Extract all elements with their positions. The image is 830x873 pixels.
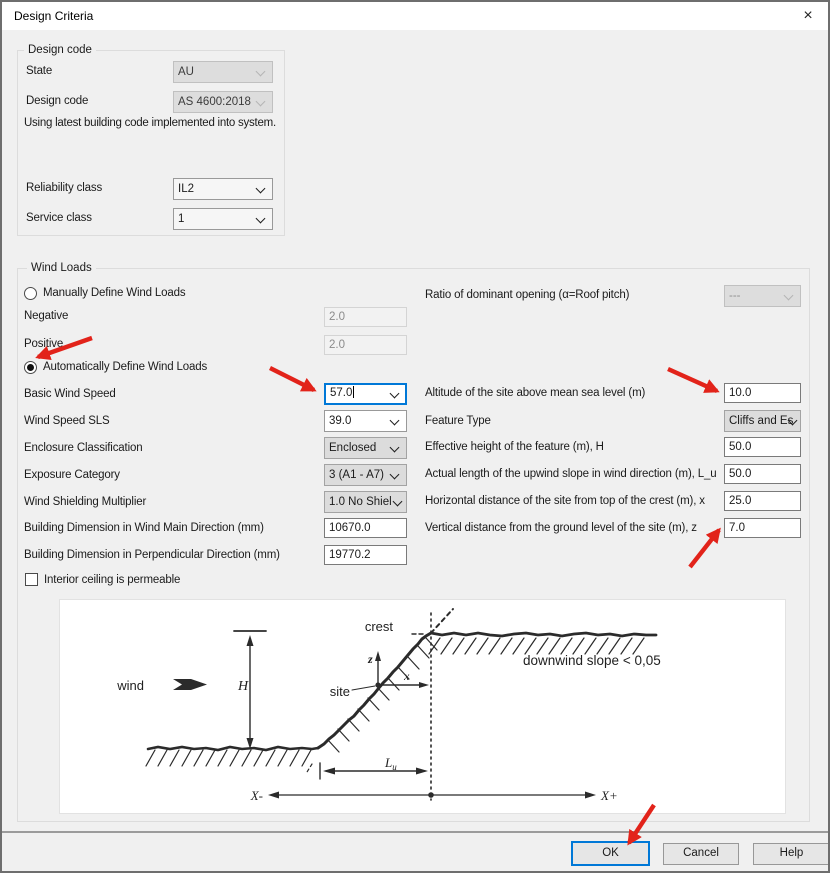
wind-direction-icon [173,679,207,690]
vertical-distance-value: 7.0 [729,522,745,534]
chevron-down-icon [784,291,794,301]
chevron-down-icon [256,67,266,77]
building-dim-main-input[interactable] [324,518,407,538]
diagram-crest-label: crest [364,619,393,634]
state-label: State [26,65,53,77]
terrain-diagram [60,600,785,813]
reliability-class-dropdown[interactable] [173,178,273,200]
diagram-x-plus-label: X+ [601,788,618,803]
service-class-label: Service class [26,212,92,224]
chevron-down-icon [256,97,266,107]
exposure-category-dropdown[interactable] [324,464,407,486]
chevron-down-icon [393,497,403,507]
text-caret [353,386,354,398]
diagram-downwind-label: downwind slope < 0,05 [523,653,661,668]
terrain-diagram-panel [59,599,786,814]
manual-wind-loads-label: Manually Define Wind Loads [43,287,186,299]
horizontal-distance-input[interactable] [724,491,801,511]
cancel-button-label: Cancel [683,847,719,859]
manual-wind-loads-radio[interactable] [24,287,37,300]
positive-value: 2.0 [329,339,345,351]
diagram-site-label: site [329,684,350,699]
wind-speed-sls-value: 39.0 [329,415,352,427]
building-dim-main-value: 10670.0 [329,522,371,534]
altitude-input[interactable] [724,383,801,403]
chevron-down-icon [390,470,400,480]
enclosure-dropdown[interactable] [324,437,407,459]
title-bar [2,2,828,30]
diagram-lu-label: $L_u$ [385,755,397,772]
reliability-class-value: IL2 [178,183,194,195]
ok-button-label: OK [602,847,619,859]
enclosure-label: Enclosure Classification [24,442,143,454]
design-code-label: Design code [26,95,89,107]
horizontal-distance-label: Horizontal distance of the site from top of the crest (m), x [425,495,705,507]
chevron-down-icon [390,443,400,453]
basic-wind-speed-label: Basic Wind Speed [24,388,116,400]
chevron-down-icon [390,389,400,399]
upwind-slope-length-value: 50.0 [729,468,752,480]
design-code-dropdown [173,91,273,113]
effective-height-label: Effective height of the feature (m), H [425,441,604,453]
building-dim-perp-label: Building Dimension in Perpendicular Direction (mm) [24,549,280,561]
diagram-x-label: x [404,669,410,683]
negative-value: 2.0 [329,311,345,323]
wind-shielding-label: Wind Shielding Multiplier [24,496,147,508]
design-code-legend: Design code [24,44,96,56]
design-code-info: Using latest building code implemented into system. [24,117,276,129]
interior-ceiling-checkbox[interactable] [25,573,38,586]
feature-type-value: Cliffs and Es [729,415,794,427]
footer-divider [2,831,828,833]
cancel-button[interactable] [663,843,739,865]
vertical-distance-input[interactable] [724,518,801,538]
design-code-value: AS 4600:2018 [178,96,251,108]
exposure-category-label: Exposure Category [24,469,120,481]
ratio-opening-value: --- [729,290,741,302]
upwind-slope-length-input[interactable] [724,464,801,484]
close-icon[interactable]: × [803,7,813,24]
building-dim-perp-value: 19770.2 [329,549,371,561]
help-button[interactable] [753,843,830,865]
diagram-z-label: z [368,652,373,666]
negative-input [324,307,407,327]
state-dropdown [173,61,273,83]
feature-type-dropdown[interactable] [724,410,801,432]
effective-height-input[interactable] [724,437,801,457]
wind-shielding-value: 1.0 No Shiel [329,496,392,508]
effective-height-value: 50.0 [729,441,752,453]
dialog-title: Design Criteria [14,9,94,23]
wind-speed-sls-combo[interactable] [324,410,407,432]
feature-type-label: Feature Type [425,415,491,427]
building-dim-main-label: Building Dimension in Wind Main Direction (mm) [24,522,264,534]
basic-wind-speed-value: 57.0 [330,387,353,399]
altitude-value: 10.0 [729,387,752,399]
interior-ceiling-label: Interior ceiling is permeable [44,574,181,586]
diagram-x-minus-label: X- [250,788,263,803]
auto-wind-loads-label: Automatically Define Wind Loads [43,361,208,373]
altitude-label: Altitude of the site above mean sea level (m) [425,387,646,399]
auto-wind-loads-radio[interactable] [24,361,37,374]
wind-speed-sls-label: Wind Speed SLS [24,415,110,427]
basic-wind-speed-combo[interactable] [324,383,407,405]
upwind-slope-length-label: Actual length of the upwind slope in wind direction (m), L_u [425,468,717,480]
chevron-down-icon [256,214,266,224]
ok-button[interactable] [571,841,650,866]
enclosure-value: Enclosed [329,442,377,454]
ratio-opening-dropdown [724,285,801,307]
positive-label: Positive [24,338,64,350]
negative-label: Negative [24,310,69,322]
chevron-down-icon [256,184,266,194]
diagram-wind-label: wind [117,678,144,693]
chevron-down-icon [390,416,400,426]
vertical-distance-label: Vertical distance from the ground level of the site (m), z [425,522,697,534]
building-dim-perp-input[interactable] [324,545,407,565]
positive-input [324,335,407,355]
help-button-label: Help [779,847,804,859]
state-value: AU [178,66,194,78]
wind-shielding-dropdown[interactable] [324,491,407,513]
diagram-h-label: H [238,679,249,694]
exposure-category-value: 3 (A1 - A7) [329,469,384,481]
wind-loads-legend: Wind Loads [27,262,96,274]
reliability-class-label: Reliability class [26,182,103,194]
service-class-dropdown[interactable] [173,208,273,230]
ratio-opening-label: Ratio of dominant opening (α=Roof pitch) [425,289,630,301]
service-class-value: 1 [178,213,185,225]
horizontal-distance-value: 25.0 [729,495,752,507]
